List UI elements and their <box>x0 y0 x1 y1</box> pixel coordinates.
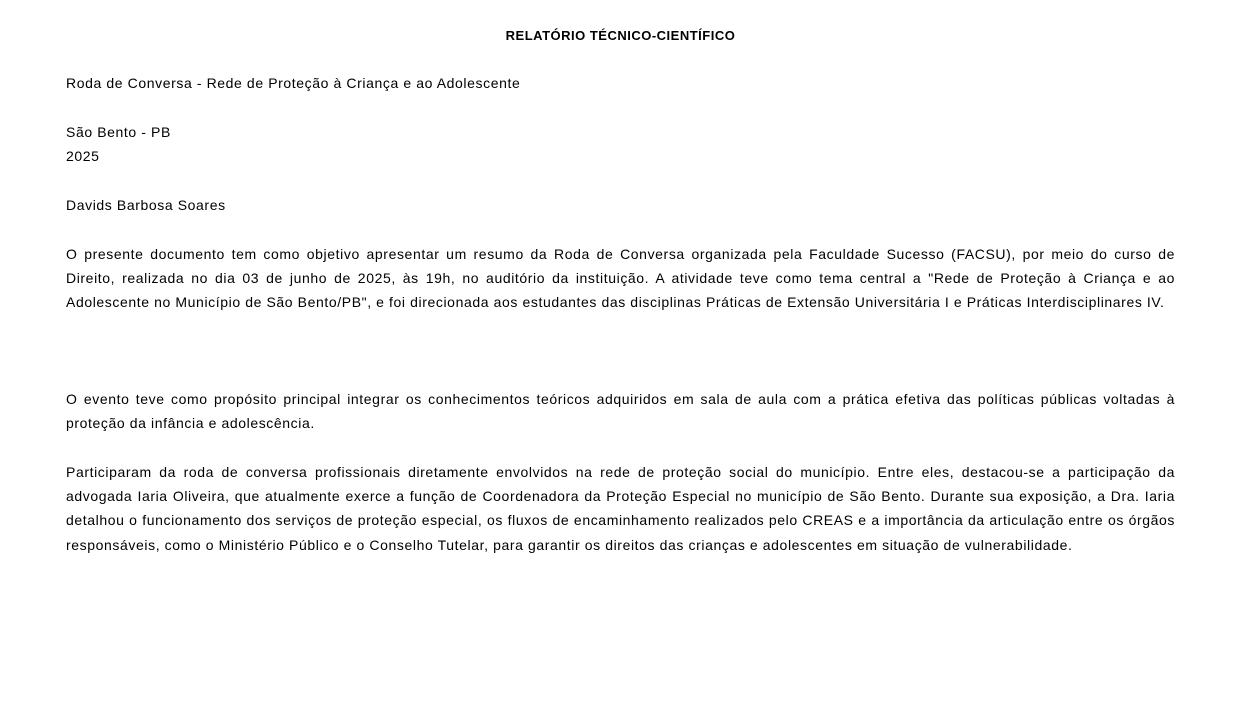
document-title: RELATÓRIO TÉCNICO-CIENTÍFICO <box>505 28 736 43</box>
document-year: 2025 <box>66 148 100 164</box>
document-location: São Bento - PB <box>66 124 171 140</box>
document-author: Davids Barbosa Soares <box>66 197 226 213</box>
document-subtitle: Roda de Conversa - Rede de Proteção à Criança e ao Adolescente <box>66 75 521 91</box>
paragraph-objective: O presente documento tem como objetivo apresentar um resumo da Roda de Conversa organizada pela Faculdade Sucesso (FACSU), por meio do curso de Direito, realizada no dia 03 de junho de 2025, às 19h, no auditório da instituição. A atividade teve como tema central a "Rede de Proteção à Criança e ao Adolescente no Município de São Bento/PB", e foi direcionada aos estudantes das disciplinas Práticas de Extensão Universitária I e Práticas Interdisciplinares IV. <box>66 246 1175 311</box>
paragraph-purpose: O evento teve como propósito principal integrar os conhecimentos teóricos adquiridos em sala de aula com a prática efetiva das políticas públicas voltadas à proteção da infância e adolescência. <box>66 391 1175 432</box>
paragraph-participants: Participaram da roda de conversa profissionais diretamente envolvidos na rede de proteção social do município. Entre eles, destacou-se a participação da advogada Iaria Oliveira, que atualmente exerce a função de Coordenadora da Proteção Especial no município de São Bento. Durante sua exposição, a Dra. Iaria detalhou o funcionamento dos serviços de proteção especial, os fluxos de encaminhamento realizados pelo CREAS e a importância da articulação entre os órgãos responsáveis, como o Ministério Público e o Conselho Tutelar, para garantir os direitos das crianças e adolescentes em situação de vulnerabilidade. <box>66 464 1175 553</box>
document-page <box>66 0 1175 720</box>
